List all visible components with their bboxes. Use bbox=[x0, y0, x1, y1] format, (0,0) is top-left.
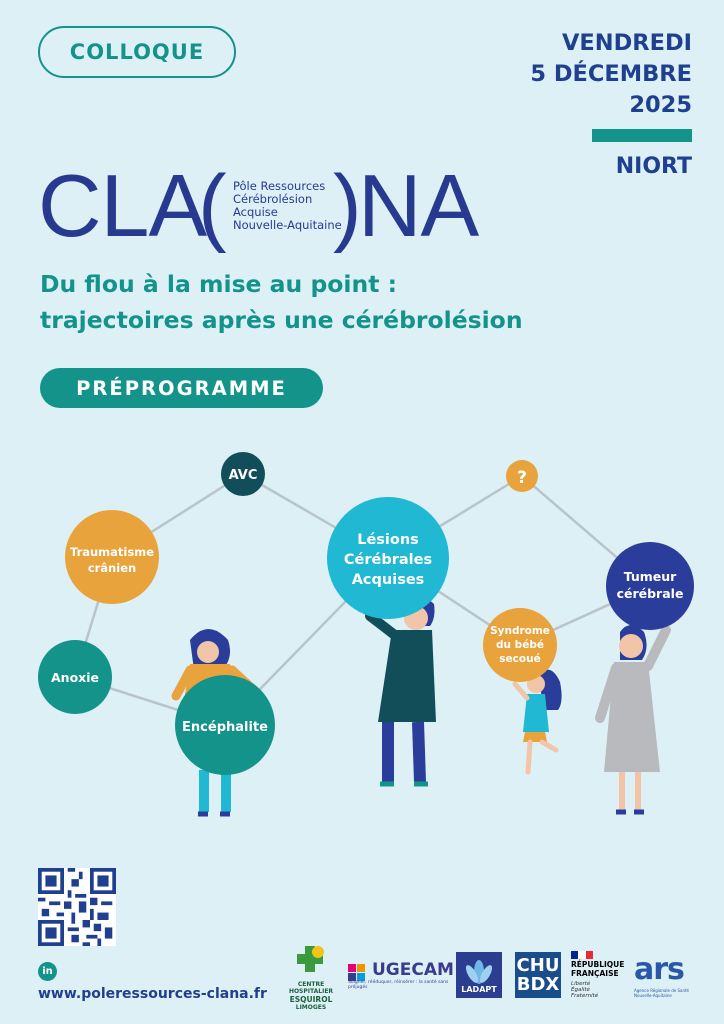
node-encephalite bbox=[175, 675, 275, 775]
date-underline-bar bbox=[592, 129, 692, 142]
node-tumeur-label1: Tumeur bbox=[623, 569, 677, 584]
logo-subtitle bbox=[233, 180, 342, 232]
ars-logo-text: ars bbox=[634, 952, 684, 987]
node-anoxie bbox=[38, 640, 112, 714]
node-syndrome-label3: secoué bbox=[499, 653, 541, 665]
logo-paren-right: ) bbox=[333, 158, 362, 254]
colloque-badge: COLLOQUE bbox=[38, 26, 236, 78]
node-tumeur bbox=[606, 542, 694, 630]
node-syndrome-label2: du bébé bbox=[496, 639, 544, 651]
linkedin-icon[interactable]: in bbox=[38, 962, 57, 981]
node-trauma-label1: Traumatisme bbox=[69, 545, 155, 559]
ugecam-logo-text: UGECAM bbox=[372, 960, 454, 980]
rf-line2: FRANÇAISE bbox=[571, 969, 619, 978]
esquirol-line1: CENTRE HOSPITALIER bbox=[288, 981, 334, 995]
logo-subtitle-line4: Nouvelle-Aquitaine bbox=[233, 218, 342, 232]
node-syndrome bbox=[483, 608, 557, 682]
node-avc-label: AVC bbox=[228, 468, 258, 483]
republique-francaise-logo bbox=[571, 960, 624, 978]
date-day-month: 5 DÉCEMBRE bbox=[530, 61, 692, 87]
rf-line1: RÉPUBLIQUE bbox=[571, 960, 625, 969]
logo-subtitle-line2: Cérébrolésion bbox=[233, 192, 313, 206]
node-encephalite-label: Encéphalite bbox=[182, 720, 268, 735]
chu-bordeaux-logo bbox=[515, 952, 561, 998]
node-syndrome-label1: Syndrome bbox=[490, 625, 550, 637]
headline-line1: Du flou à la mise au point : bbox=[40, 270, 398, 298]
esquirol-line3: LIMOGES bbox=[295, 1004, 327, 1011]
node-avc bbox=[221, 452, 265, 496]
logo-subtitle-line1: Pôle Ressources bbox=[233, 179, 326, 193]
node-lesions bbox=[327, 497, 449, 619]
network-illustration bbox=[0, 430, 724, 850]
date-year: 2025 bbox=[629, 92, 692, 118]
node-question bbox=[506, 460, 538, 492]
node-tumeur-label2: cérébrale bbox=[616, 586, 684, 601]
node-trauma-label2: crânien bbox=[87, 561, 137, 575]
website-link[interactable]: www.poleressources-clana.fr bbox=[38, 986, 267, 1002]
date-weekday: VENDREDI bbox=[561, 30, 692, 56]
republique-motto bbox=[571, 981, 598, 999]
child-figure bbox=[515, 670, 562, 772]
esquirol-line2: ESQUIROL bbox=[289, 995, 333, 1004]
node-anoxie-label: Anoxie bbox=[51, 670, 99, 685]
headline-line2: trajectoires après une cérébrolésion bbox=[40, 306, 523, 334]
node-question-label: ? bbox=[517, 468, 527, 488]
event-city: NIORT bbox=[615, 154, 692, 179]
qr-code[interactable] bbox=[38, 868, 116, 946]
headline bbox=[40, 266, 700, 338]
node-trauma bbox=[65, 510, 159, 604]
logo-right-letters: NA bbox=[358, 156, 479, 255]
ugecam-tagline: Soigner, rééduquer, réinsérer : la santé sans préjugés bbox=[348, 980, 449, 990]
republique-flag-icon bbox=[571, 951, 593, 959]
rf-motto2: Égalité bbox=[571, 987, 590, 993]
rf-motto3: Fraternité bbox=[571, 993, 599, 999]
preprogramme-badge: PRÉPROGRAMME bbox=[40, 368, 323, 408]
rf-motto1: Liberté bbox=[571, 981, 591, 987]
esquirol-logo-text bbox=[280, 981, 342, 1011]
chu-line2: BDX bbox=[516, 974, 560, 995]
node-lesions-label2: Cérébrales bbox=[343, 552, 433, 568]
node-lesions-label1: Lésions bbox=[357, 532, 419, 548]
logo-left-letters: CLA bbox=[38, 156, 207, 255]
event-date bbox=[530, 28, 692, 121]
logo-subtitle-line3: Acquise bbox=[233, 205, 278, 219]
logo-paren-left: ( bbox=[198, 158, 227, 254]
node-lesions-label3: Acquises bbox=[351, 572, 425, 588]
woman-right-figure bbox=[600, 625, 666, 812]
ars-tagline: Agence Régionale de Santé Nouvelle-Aquitaine bbox=[634, 988, 690, 998]
chu-line1: CHU bbox=[516, 955, 560, 976]
ladapt-logo-text: LADAPT bbox=[461, 985, 497, 994]
man-center-figure bbox=[370, 597, 436, 784]
